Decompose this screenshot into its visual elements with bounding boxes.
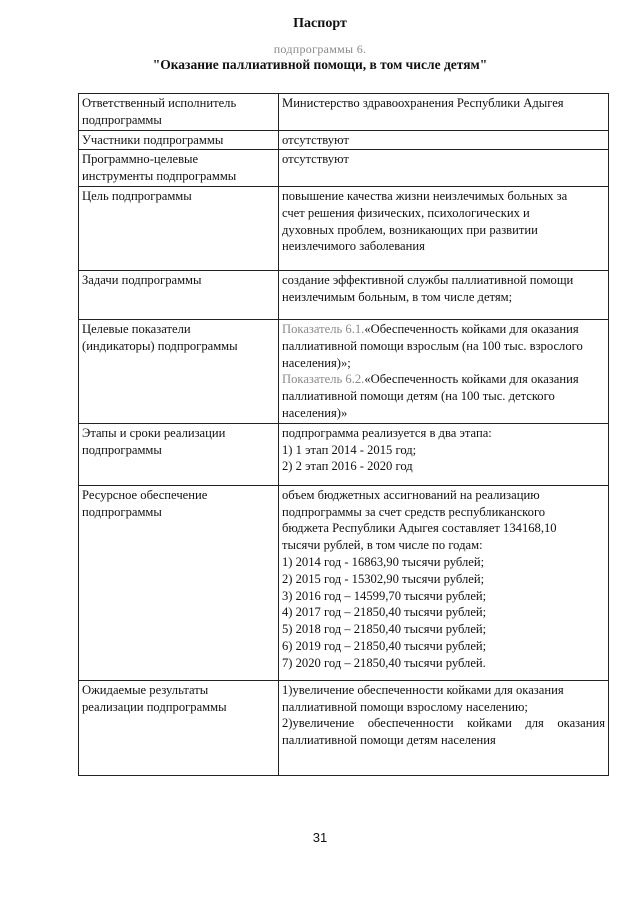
label-line: (индикаторы) подпрограммы <box>82 338 238 353</box>
label-indicators <box>79 319 279 423</box>
value-line: 3) 2016 год – 14599,70 тысячи рублей; <box>282 588 487 603</box>
subprogram-name: "Оказание паллиативной помощи, в том числе детям" <box>152 57 488 72</box>
row-executor <box>79 94 609 131</box>
value-line: бюджета Республики Адыгея составляет 134168,10 <box>282 521 557 536</box>
row-stages <box>79 423 609 485</box>
label-line: Ответственный исполнитель <box>82 96 237 110</box>
value-line: Министерство здравоохранения Республики Адыгея <box>282 96 564 110</box>
value-line: неизлечимым больным, в том числе детям; <box>282 289 513 304</box>
value-line: 6) 2019 год – 21850,40 тысячи рублей; <box>282 638 487 653</box>
label-line: инструменты подпрограммы <box>82 169 237 184</box>
value-line: отсутствуют <box>282 152 349 167</box>
label-line: Ожидаемые результаты <box>82 682 209 697</box>
row-results <box>79 680 609 775</box>
indicator-6-2 <box>282 371 605 388</box>
label-participants <box>79 130 279 150</box>
value-line: населения)» <box>282 405 348 420</box>
value-line: 1) 2014 год - 16863,90 тысячи рублей; <box>282 554 485 569</box>
row-resources <box>79 485 609 680</box>
indicator-6-1 <box>282 321 605 338</box>
label-line: Участники подпрограммы <box>82 132 224 147</box>
label-executor <box>79 94 279 131</box>
label-line: Этапы и сроки реализации <box>82 425 226 440</box>
label-tools <box>79 150 279 187</box>
label-line: Программно-целевые <box>82 152 199 167</box>
value-resources <box>279 485 609 680</box>
indicator-text: «Обеспеченность койками для оказания <box>364 321 579 336</box>
value-line: подпрограммы за счет средств республиканского <box>282 504 546 519</box>
value-line: 7) 2020 год – 21850,40 тысячи рублей. <box>282 655 486 670</box>
indicator-prefix: Показатель 6.1. <box>282 321 365 336</box>
label-line: Цель подпрограммы <box>82 188 192 203</box>
value-line: 5) 2018 год – 21850,40 тысячи рублей; <box>282 622 487 637</box>
value-line: 2)увеличение обеспеченности койками для оказания <box>282 716 605 731</box>
label-line: подпрограммы <box>82 112 162 127</box>
value-line: паллиативной помощи взрослым (на 100 тыс. взрослого <box>282 338 583 353</box>
value-indicators <box>279 319 609 423</box>
value-participants <box>279 130 609 150</box>
value-line: 1) 1 этап 2014 - 2015 год; <box>282 442 417 457</box>
value-line: 2) 2015 год - 15302,90 тысячи рублей; <box>282 571 485 586</box>
value-line: паллиативной помощи взрослому населению; <box>282 699 528 714</box>
subprogram-number: подпрограммы 6. <box>273 42 367 56</box>
value-line: счет решения физических, психологических и <box>282 205 530 220</box>
label-results <box>79 680 279 775</box>
value-line: духовных проблем, возникающих при развитии <box>282 222 538 237</box>
label-line: Задачи подпрограммы <box>82 272 202 287</box>
row-indicators <box>79 319 609 423</box>
value-line: 1)увеличение обеспеченности койками для оказания <box>282 682 564 697</box>
value-stages <box>279 423 609 485</box>
page-number: 31 <box>312 830 328 845</box>
label-line: Целевые показатели <box>82 321 191 336</box>
value-line: населения)»; <box>282 355 351 370</box>
row-goal <box>79 186 609 270</box>
label-tasks <box>79 270 279 319</box>
value-line: объем бюджетных ассигнований на реализацию <box>282 487 540 502</box>
label-stages <box>79 423 279 485</box>
value-goal <box>279 186 609 270</box>
value-line: паллиативной помощи детям населения <box>282 733 496 748</box>
page-title: Паспорт <box>293 16 347 31</box>
value-results <box>279 680 609 775</box>
value-executor <box>279 94 609 131</box>
value-line: неизлечимого заболевания <box>282 239 425 254</box>
label-resources <box>79 485 279 680</box>
value-line: отсутствуют <box>282 132 349 147</box>
label-line: подпрограммы <box>82 504 162 519</box>
value-tasks <box>279 270 609 319</box>
value-tools <box>279 150 609 187</box>
label-line: реализации подпрограммы <box>82 699 227 714</box>
label-line: подпрограммы <box>82 442 162 457</box>
indicator-prefix: Показатель 6.2. <box>282 372 365 387</box>
value-line: 4) 2017 год – 21850,40 тысячи рублей; <box>282 605 487 620</box>
indicator-text: «Обеспеченность койками для оказания <box>364 372 579 387</box>
value-line: создание эффективной службы паллиативной помощи <box>282 272 574 287</box>
row-tasks <box>79 270 609 319</box>
passport-table <box>78 93 609 776</box>
row-participants <box>79 130 609 150</box>
value-line: тысячи рублей, в том числе по годам: <box>282 538 483 553</box>
value-line: паллиативной помощи детям (на 100 тыс. детского <box>282 389 555 404</box>
value-line: повышение качества жизни неизлечимых больных за <box>282 188 568 203</box>
label-goal <box>79 186 279 270</box>
label-line: Ресурсное обеспечение <box>82 487 208 502</box>
value-line: 2) 2 этап 2016 - 2020 год <box>282 459 413 474</box>
value-line: подпрограмма реализуется в два этапа: <box>282 425 492 440</box>
row-tools <box>79 150 609 187</box>
